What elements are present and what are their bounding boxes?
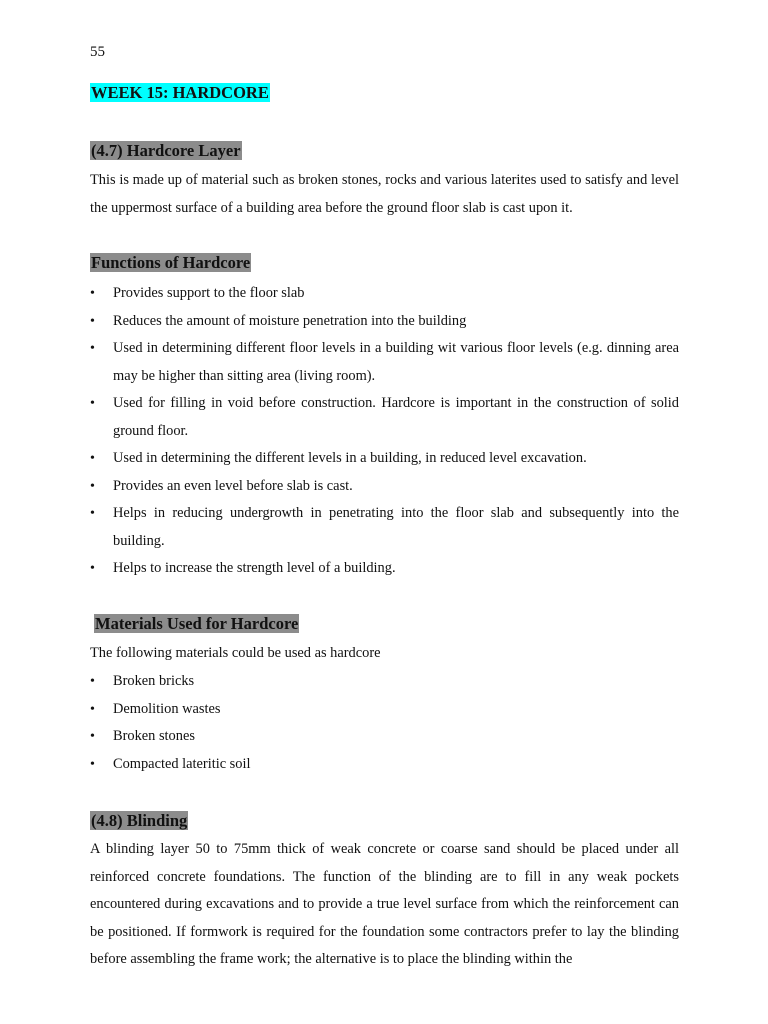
list-item: • Used in determining the different levels in a building, in reduced level excavation.	[90, 445, 679, 473]
functions-heading: Functions of Hardcore	[91, 253, 251, 272]
list-item: • Used in determining different floor levels in a building wit various floor levels (e.g. dinning area may be higher than sitting area (living room).	[90, 335, 679, 390]
section-47-heading: (4.7) Hardcore Layer	[91, 141, 241, 160]
bullet-icon: •	[90, 729, 95, 744]
list-item: • Used for filling in void before construction. Hardcore is important in the construction of solid ground floor.	[90, 390, 679, 445]
bullet-icon: •	[90, 756, 95, 772]
materials-heading-block	[94, 614, 299, 635]
list-item: • Helps in reducing undergrowth in penetrating into the floor slab and subsequently into the building.	[90, 500, 679, 555]
list-item: • Helps to increase the strength level of a building.	[90, 555, 679, 583]
section-48-heading-block	[90, 811, 188, 832]
bullet-icon: •	[90, 561, 95, 576]
week-title-block	[90, 83, 270, 104]
bullet-icon: •	[90, 313, 95, 329]
list-item: • Broken bricks	[90, 668, 679, 696]
materials-list	[90, 668, 679, 778]
page-number: 55	[90, 44, 105, 60]
materials-heading: Materials Used for Hardcore	[95, 614, 299, 633]
bullet-icon: •	[90, 396, 95, 411]
list-item: • Provides support to the floor slab	[90, 280, 679, 308]
functions-heading-block	[90, 253, 251, 274]
bullet-icon: •	[90, 451, 95, 466]
materials-intro: The following materials could be used as hardcore	[90, 645, 381, 661]
section-48-paragraph: A blinding layer 50 to 75mm thick of weak concrete or coarse sand should be placed under all reinforced concrete foundations. The function of the blinding are to fill in any weak pockets encountered during excavations and to provide a true level surface from which the reinforcement can be positioned. If formwork is required for the foundation some contractors prefer to lay the blinding before assembling the frame work; the alternative is to place the blinding within the	[90, 841, 679, 967]
bullet-icon: •	[90, 478, 95, 494]
week-title: WEEK 15: HARDCORE	[91, 83, 269, 102]
section-48-heading: (4.8) Blinding	[91, 811, 188, 830]
bullet-icon: •	[90, 674, 95, 689]
bullet-icon: •	[90, 506, 95, 521]
functions-list	[90, 280, 679, 583]
section-47-heading-block	[90, 141, 242, 162]
list-item: • Broken stones	[90, 723, 679, 751]
section-47-paragraph: This is made up of material such as broken stones, rocks and various laterites used to satisfy and level the uppermost surface of a building area before the ground floor slab is cast upon it.	[90, 172, 679, 216]
bullet-icon: •	[90, 286, 95, 301]
bullet-icon: •	[90, 341, 95, 356]
list-item: • Demolition wastes	[90, 696, 679, 724]
bullet-icon: •	[90, 701, 95, 717]
list-item: • Provides an even level before slab is cast.	[90, 473, 679, 501]
list-item: • Reduces the amount of moisture penetration into the building	[90, 308, 679, 336]
list-item: • Compacted lateritic soil	[90, 751, 679, 779]
